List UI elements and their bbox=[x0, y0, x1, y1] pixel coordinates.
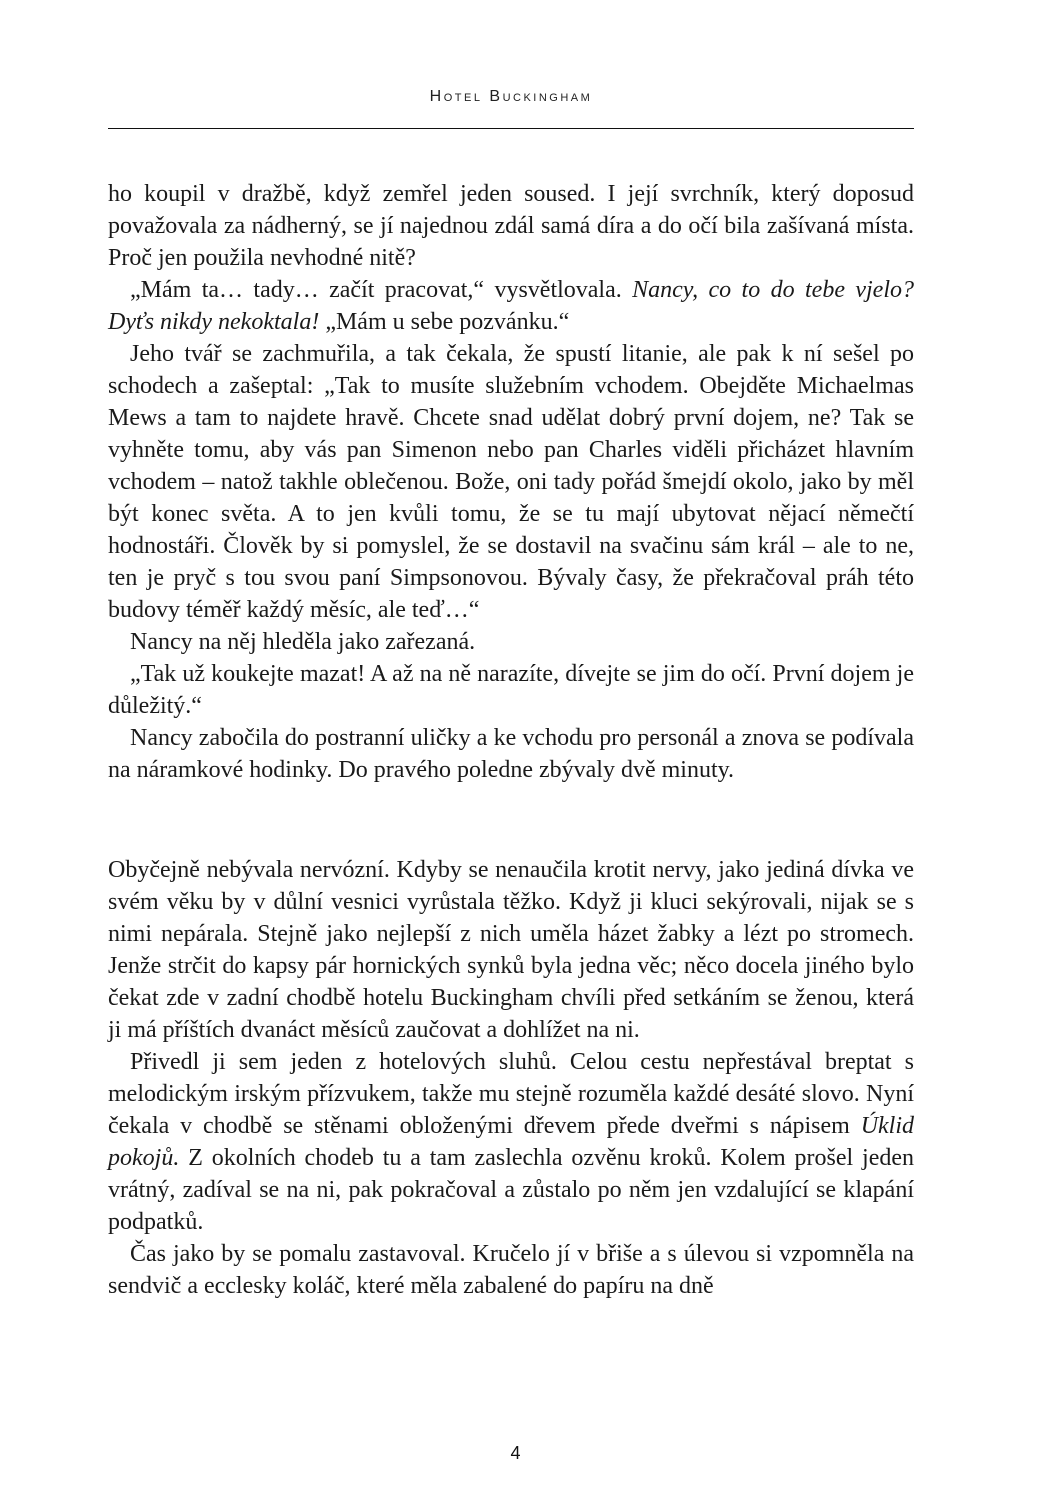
running-title: Hotel Buckingham bbox=[429, 88, 593, 105]
paragraph: ho koupil v dražbě, když zemřel jeden soused. I její svrchník, který doposud považovala za nádherný, se jí najednou zdál samá díra a do očí bila zašívaná místa. Proč jen použila nevhodné nitě? bbox=[108, 181, 914, 271]
paragraph bbox=[108, 1046, 914, 1238]
paragraph: Čas jako by se pomalu zastavoval. Kručelo jí v břiše a s úlevou si vzpomněla na sendvič a ecclesky koláč, které měla zabalené do papíru na dně bbox=[108, 1241, 914, 1299]
paragraph: Jeho tvář se zachmuřila, a tak čekala, že spustí litanie, ale pak k ní sešel po schodech a zašeptal: „Tak to musíte služebním vchodem. Obejděte Michaelmas Mews a tam to najdete hravě. Chcete snad udělat dobrý první dojem, ne? Tak se vyhněte tomu, aby vás pan Simenon nebo pan Charles viděli přicházet hlavním vchodem – natož takhle oblečenou. Bože, oni tady pořád šmejdí okolo, jako by měl být konec světa. A to jen kvůli tomu, že se tu mají ubytovat nějací němečtí hodnostáři. Člověk by si pomyslel, že se dostavil na svačinu sám král – ale to ne, ten je pryč s tou svou paní Simpsonovou. Bývaly časy, že překračoval práh této budovy téměř každý měsíc, ale teď…“ bbox=[108, 341, 914, 623]
paragraph-text: Z okolních chodeb tu a tam zaslechla ozvěnu kroků. Kolem prošel jeden vrátný, zadíval se na ni, pak pokračoval a zůstalo po něm jen vzdalující se klapání podpatků. bbox=[108, 1145, 914, 1235]
section-two bbox=[108, 854, 914, 1302]
paragraph bbox=[108, 274, 914, 338]
paragraph: „Tak už koukejte mazat! A až na ně narazíte, dívejte se jim do očí. První dojem je důležitý.“ bbox=[108, 661, 914, 719]
dialogue-text: „Mám u sebe pozvánku.“ bbox=[325, 309, 570, 335]
paragraph: Nancy na něj hleděla jako zařezaná. bbox=[130, 629, 476, 655]
paragraph-text: Přivedl ji sem jeden z hotelových sluhů. Celou cestu nepřestával breptat s melodickým irským přízvukem, takže mu stejně rozuměla každé desáté slovo. Nyní čekala v chodbě se stěnami obloženými dřevem přede dveřmi s nápisem bbox=[108, 1049, 914, 1139]
header-rule bbox=[108, 128, 914, 129]
page-number: 4 bbox=[510, 1443, 521, 1463]
paragraph: Obyčejně nebývala nervózní. Kdyby se nenaučila krotit nervy, jako jediná dívka ve svém věku by v důlní vesnici vyrůstala těžko. Když ji kluci sekýrovali, nijak se s nimi nepárala. Stejně jako nejlepší z nich uměla házet žabky a lézt po stromech. Jenže strčit do kapsy pár hornických synků byla jedna věc; něco docela jiného bylo čekat zde v zadní chodbě hotelu Buckingham chvíli před setkáním se ženou, která ji má příštích dvanáct měsíců zaučovat a dohlížet na ni. bbox=[108, 857, 914, 1043]
paragraph: Nancy zabočila do postranní uličky a ke vchodu pro personál a znova se podívala na náramkové hodinky. Do pravého poledne zbývaly dvě minuty. bbox=[108, 725, 914, 783]
section-one bbox=[108, 178, 914, 786]
inner-thought-italic: Nancy, co to do tebe vjelo? Dyťs nikdy nekoktala! bbox=[108, 277, 914, 335]
sign-italic: Úklid pokojů. bbox=[108, 1113, 915, 1171]
dialogue-text: „Mám ta… tady… začít pracovat,“ vysvětlovala. bbox=[130, 277, 622, 303]
